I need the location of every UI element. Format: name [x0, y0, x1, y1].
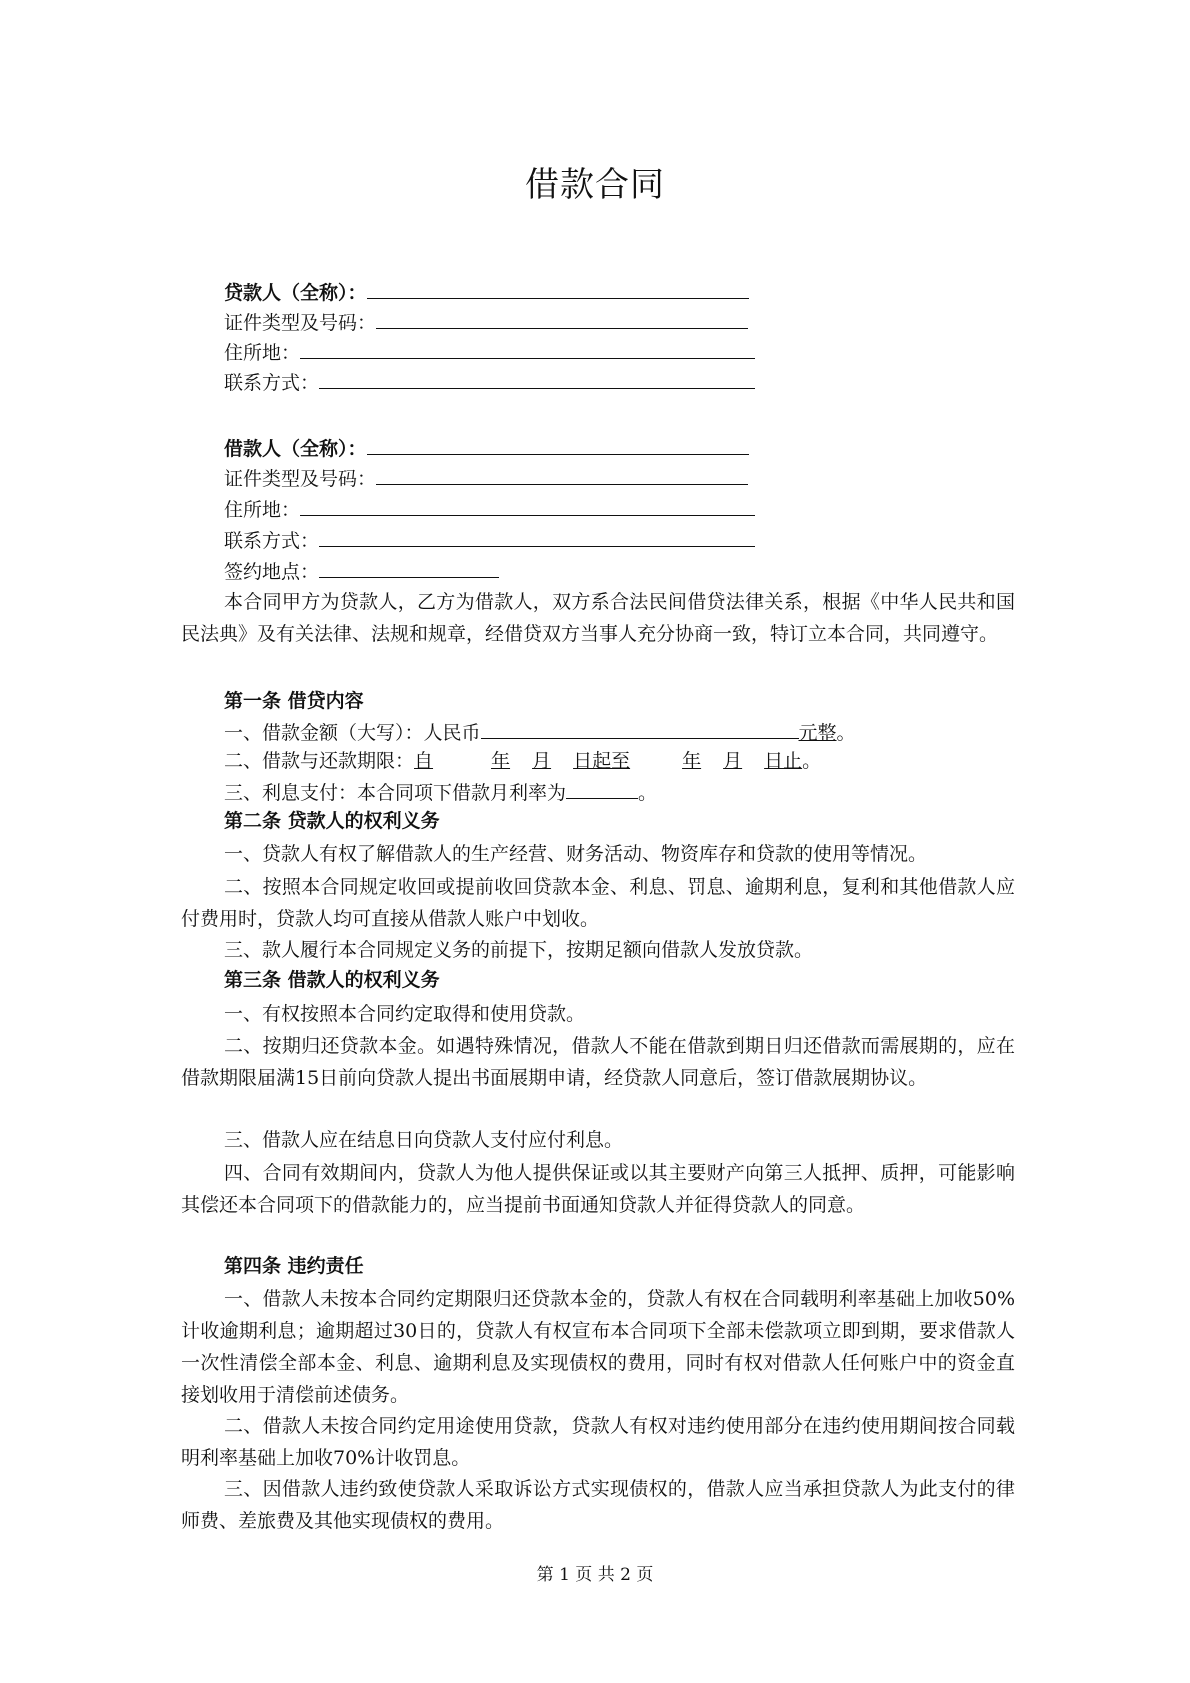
lender-contact-row: [224, 366, 755, 398]
lender-contact-blank[interactable]: [319, 366, 755, 389]
lender-name-blank[interactable]: [367, 276, 749, 299]
borrower-address-blank[interactable]: [300, 493, 755, 516]
article-3-heading: 第三条 借款人的权利义务: [224, 969, 440, 991]
lender-address-label: 住所地：: [224, 342, 301, 364]
article-2-item-3: 三、款人履行本合同规定义务的前提下，按期足额向借款人发放贷款。: [224, 939, 814, 961]
lender-address-blank[interactable]: [300, 336, 755, 359]
term-year-2: 年: [682, 750, 702, 772]
term-day-2: 日止: [764, 750, 803, 772]
borrower-contact-row: [224, 524, 755, 556]
borrower-address-label: 住所地：: [224, 499, 301, 521]
loan-term-row: [224, 746, 821, 776]
term-year-1: 年: [491, 750, 511, 772]
loan-term-label: 二、借款与还款期限：: [224, 750, 415, 772]
article-2-item-1: 一、贷款人有权了解借款人的生产经营、财务活动、物资库存和贷款的使用等情况。: [224, 843, 928, 865]
loan-amount-blank[interactable]: [481, 716, 799, 739]
article-1-heading: 第一条 借贷内容: [224, 690, 364, 712]
article-2-item-2: 二、按照本合同规定收回或提前收回贷款本金、利息、罚息、逾期利息，复利和其他借款人应付费用时，贷款人均可直接从借款人账户中划收。: [181, 876, 1015, 930]
term-from: 自: [414, 750, 434, 772]
lender-name-row: [224, 276, 749, 308]
lender-id-label: 证件类型及号码：: [224, 312, 377, 334]
intro-paragraph: 本合同甲方为贷款人，乙方为借款人，双方系合法民间借贷法律关系，根据《中华人民共和国民法典》及有关法律、法规和规章，经借贷双方当事人充分协商一致，特订立本合同，共同遵守。: [181, 591, 1015, 645]
borrower-contact-blank[interactable]: [319, 524, 755, 547]
signing-place-row: [224, 555, 499, 587]
interest-row: [224, 776, 657, 808]
lender-contact-label: 联系方式：: [224, 372, 320, 394]
borrower-id-label: 证件类型及号码：: [224, 468, 377, 490]
lender-id-blank[interactable]: [376, 306, 748, 329]
interest-rate-blank[interactable]: [566, 776, 638, 799]
loan-amount-end: 。: [836, 722, 856, 744]
lender-id-row: [224, 306, 748, 338]
interest-end: 。: [638, 782, 658, 804]
loan-amount-suffix: 元整: [798, 722, 837, 744]
article-3-item-4: 四、合同有效期间内，贷款人为他人提供保证或以其主要财产向第三人抵押、质押，可能影响其偿还本合同项下的借款能力的，应当提前书面通知贷款人并征得贷款人的同意。: [181, 1162, 1015, 1216]
borrower-id-blank[interactable]: [376, 462, 748, 485]
loan-term-end: 。: [802, 750, 822, 772]
lender-name-label: 贷款人（全称）：: [224, 282, 367, 304]
term-month-2: 月: [723, 750, 743, 772]
borrower-name-label: 借款人（全称）：: [224, 438, 367, 460]
term-month-1: 月: [532, 750, 552, 772]
loan-amount-label: 一、借款金额（大写）：人民币: [224, 722, 481, 744]
document-title: 借款合同: [525, 165, 665, 205]
article-3-item-2: 二、按期归还贷款本金。如遇特殊情况，借款人不能在借款到期日归还借款而需展期的，应在借款期限届满15日前向贷款人提出书面展期申请，经贷款人同意后，签订借款展期协议。: [181, 1035, 1015, 1089]
borrower-id-row: [224, 462, 748, 494]
article-4-item-2: 二、借款人未按合同约定用途使用贷款，贷款人有权对违约使用部分在违约使用期间按合同载明利率基础上加收70%计收罚息。: [181, 1415, 1015, 1469]
lender-address-row: [224, 336, 755, 368]
signing-place-blank[interactable]: [319, 555, 499, 578]
page-number: 第 1 页 共 2 页: [536, 1565, 654, 1585]
borrower-name-blank[interactable]: [367, 432, 749, 455]
borrower-contact-label: 联系方式：: [224, 530, 320, 552]
article-4-heading: 第四条 违约责任: [224, 1255, 364, 1277]
article-4-item-3: 三、因借款人违约致使贷款人采取诉讼方式实现债权的，借款人应当承担贷款人为此支付的律师费、差旅费及其他实现债权的费用。: [181, 1478, 1015, 1532]
article-3-item-1: 一、有权按照本合同约定取得和使用贷款。: [224, 1003, 586, 1025]
interest-label: 三、利息支付：本合同项下借款月利率为: [224, 782, 567, 804]
article-4-item-1: 一、借款人未按本合同约定期限归还贷款本金的，贷款人有权在合同载明利率基础上加收50%计收逾期利息；逾期超过30日的，贷款人有权宣布本合同项下全部未偿款项立即到期，要求借款人一次性清偿全部本金、利息、逾期利息及实现债权的费用，同时有权对借款人任何账户中的资金直接划收用于清偿前述债务。: [181, 1288, 1015, 1406]
loan-amount-row: [224, 716, 856, 748]
borrower-name-row: [224, 432, 749, 464]
loan-term-date-field[interactable]: [414, 750, 802, 772]
article-3-item-3: 三、借款人应在结息日向贷款人支付应付利息。: [224, 1129, 624, 1151]
signing-place-label: 签约地点：: [224, 561, 320, 583]
borrower-address-row: [224, 493, 755, 525]
article-2-heading: 第二条 贷款人的权利义务: [224, 810, 440, 832]
term-day-1: 日起至: [573, 750, 631, 772]
